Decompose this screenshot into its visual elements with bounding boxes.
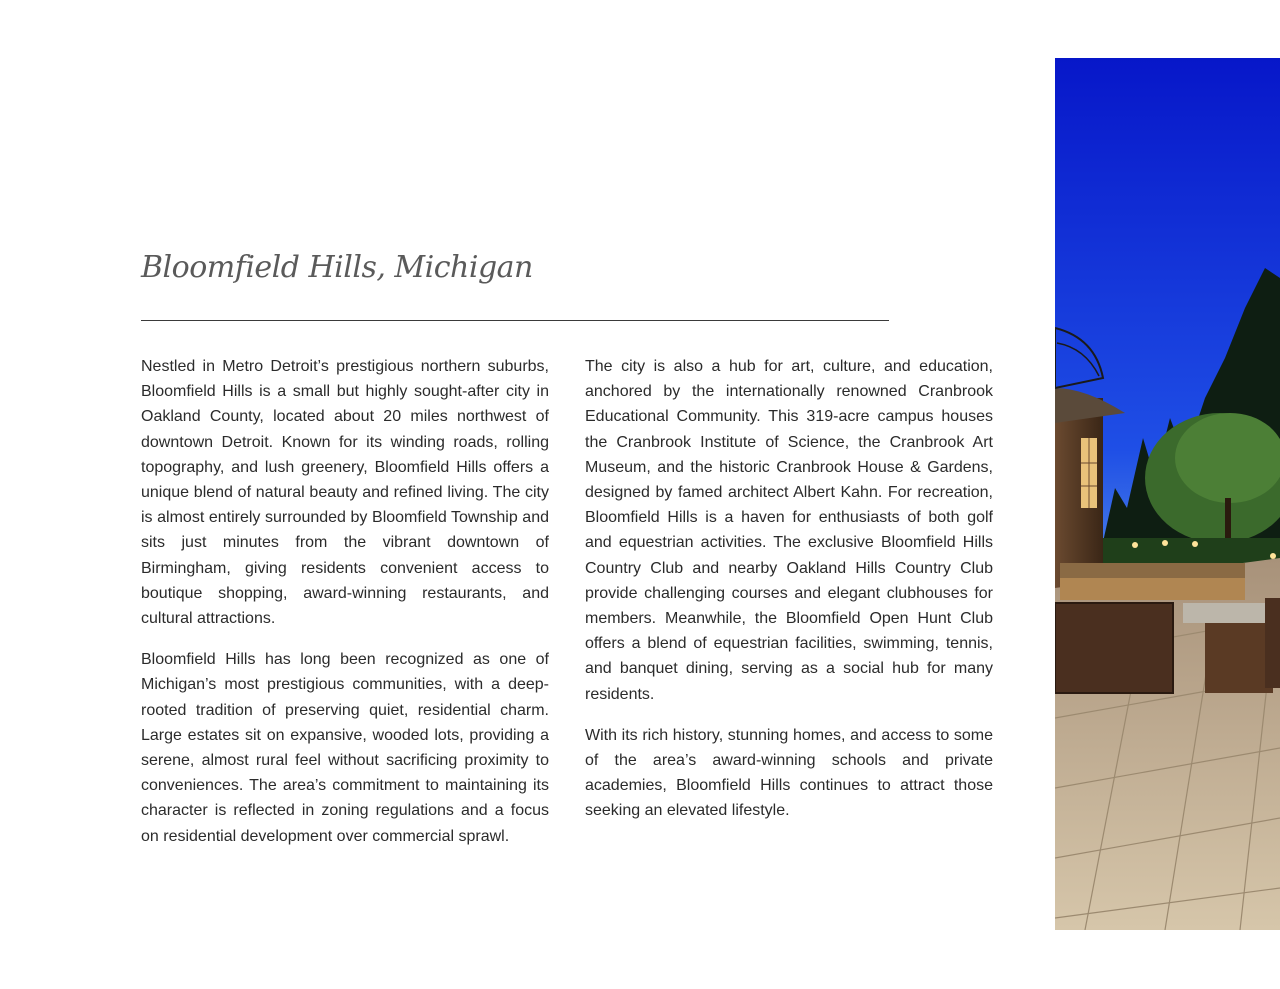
paragraph: Bloomfield Hills has long been recognized as one of Michigan’s most prestigious communities, with a deep-rooted tradition of preserving quiet, residential charm. Large estates sit on expansive, wooded lots, providing a serene, almost rural feel without sacrificing proximity to conveniences. The area’s commitment to maintaining its character is reflected in zoning regulations and a focus on residential development over commercial sprawl. — [141, 651, 549, 845]
title-divider — [141, 320, 889, 321]
right-text-column — [585, 354, 993, 840]
evening-patio-photo — [1055, 58, 1280, 930]
paragraph: With its rich history, stunning homes, and access to some of the area’s award-winning schools and private academies, Bloomfield Hills continues to attract those seeking an elevated lifestyle. — [585, 726, 993, 820]
page-title: Bloomfield Hills, Michigan — [141, 250, 533, 285]
paragraph: Nestled in Metro Detroit’s prestigious northern suburbs, Bloomfield Hills is a small but highly sought-after city in Oakland County, located about 20 miles northwest of downtown Detroit. Known for its winding roads, rolling topography, and lush greenery, Bloomfield Hills offers a unique blend of natural beauty and refined living. The city is almost entirely surrounded by Bloomfield Township and sits just minutes from the vibrant downtown of Birmingham, giving residents convenient access to boutique shopping, award-winning restaurants, and cultural attractions. — [141, 358, 549, 628]
left-text-column — [141, 354, 549, 865]
paragraph: The city is also a hub for art, culture, and education, anchored by the internationally renowned Cranbrook Educational Community. This 319-acre campus houses the Cranbrook Institute of Science, the Cranbrook Art Museum, and the historic Cranbrook House & Gardens, designed by famed architect Albert Kahn. For recreation, Bloomfield Hills is a haven for enthusiasts of both golf and equestrian activities. The exclusive Bloomfield Hills Country Club and nearby Oakland Hills Country Club provide challenging courses and elegant clubhouses for members. Meanwhile, the Bloomfield Open Hunt Club offers a blend of equestrian facilities, swimming, tennis, and banquet dining, serving as a social hub for many residents. — [585, 358, 993, 703]
